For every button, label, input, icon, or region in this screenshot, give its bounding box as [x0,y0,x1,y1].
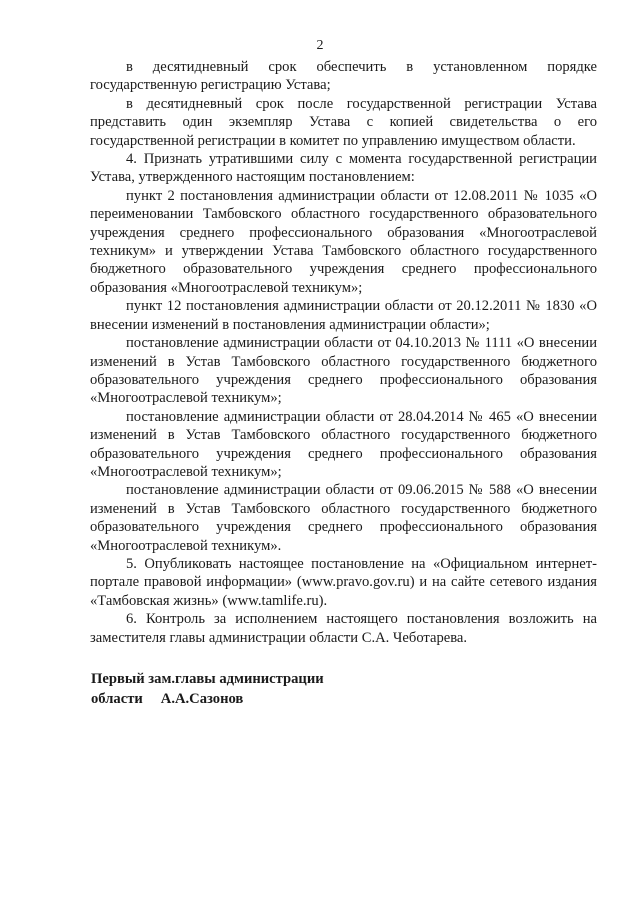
paragraph-repeal-1111: постановление администрации области от 04.10.2013 № 1111 «О внесении изменений в Устав Тамбовского областного государственного бюджетного образовательного учреждения среднего профессионального образования «Многоотраслевой техникум»; [90,335,597,407]
paragraph-repeal-1035: пункт 2 постановления администрации области от 12.08.2011 № 1035 «О переименовании Тамбовского областного государственного образовательного учреждения среднего профессионального образования «Многоотраслевой техникум» и утверждении Устава Тамбовского областного государственного бюджетного образовательного учреждения среднего профессионального образования «Многоотраслевой техникум»; [90,187,597,296]
paragraph-repeal-588: постановление администрации области от 09.06.2015 № 588 «О внесении изменений в Устав Тамбовского областного государственного бюджетного образовательного учреждения среднего профессионального образования «Многоотраслевой техникум». [90,482,597,554]
signature-block [91,669,324,709]
document-body [90,58,597,647]
paragraph-item-6-control: 6. Контроль за исполнением настоящего постановления возложить на заместителя главы администрации области С.А. Чеботарева. [90,611,597,646]
paragraph-item-5-publish: 5. Опубликовать настоящее постановление на «Официальном интернет-портале правовой информации» (www.pravo.gov.ru) и на сайте сетевого издания «Тамбовская жизнь» (www.tamlife.ru). [90,555,597,609]
signatory-line2 [91,689,324,709]
paragraph-repeal-1830: пункт 12 постановления администрации области от 20.12.2011 № 1830 «О внесении изменений в постановления администрации области»; [90,298,597,333]
paragraph-item-4: 4. Признать утратившими силу с момента государственной регистрации Устава, утвержденного настоящим постановлением: [90,151,597,186]
signatory-name: А.А.Сазонов [160,691,244,707]
page-number: 2 [316,38,324,53]
signatory-position: Первый зам.главы администрации [91,671,324,687]
paragraph-repeal-465: постановление администрации области от 28.04.2014 № 465 «О внесении изменений в Устав Тамбовского областного государственного бюджетного образовательного учреждения среднего профессионального образования «Многоотраслевой техникум»; [90,408,597,480]
paragraph-submit-copy: в десятидневный срок после государственной регистрации Устава представить один экземпляр Устава с копией свидетельства о его государственной регистрации в комитет по управлению имуществом области. [90,95,597,149]
paragraph-registration: в десятидневный срок обеспечить в установленном порядке государственную регистрацию Устава; [90,59,597,94]
signatory-position-cont: области [91,691,143,707]
